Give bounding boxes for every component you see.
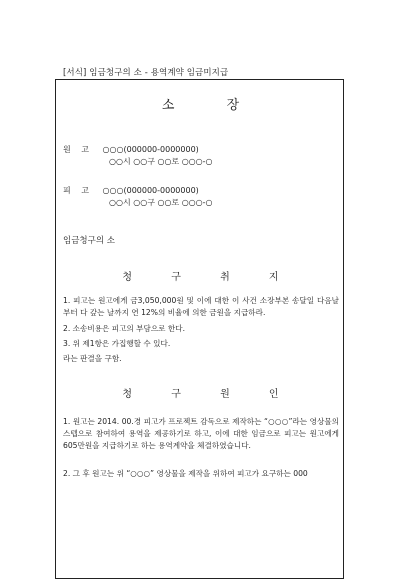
document-title: 소 장 — [161, 98, 264, 113]
plaintiff-block — [63, 144, 213, 166]
defendant-role: 피 고 — [63, 186, 93, 195]
cause-item-2: 2. 그 후 원고는 위 “○○○” 영상물을 제작을 위하여 피고가 요구하는 000 — [63, 469, 308, 478]
plaintiff-address: ○○시 ○○구 ○○로 ○○○-○ — [109, 157, 213, 166]
claim-item-1: 1. 피고는 원고에게 금3,050,000원 및 이에 대한 이 사건 소장부본 송달일 다음날부터 다 갚는 날까지 연 12%의 비율에 의한 금원을 지급하라. — [63, 296, 339, 317]
defendant-name-id: ○○○(000000-0000000) — [102, 186, 199, 195]
form-label: [서식] 임금청구의 소 - 용역계약 임금미지급 — [63, 68, 229, 78]
claim-conclusion: 라는 판결을 구함. — [63, 354, 122, 363]
cause-heading: 청 구 원 인 — [122, 389, 297, 400]
case-name: 임금청구의 소 — [63, 236, 115, 246]
claim-item-3: 3. 위 제1항은 가집행할 수 있다. — [63, 339, 171, 348]
document-frame — [55, 79, 344, 579]
claims-heading: 청 구 취 지 — [122, 272, 297, 283]
claim-item-2: 2. 소송비용은 피고의 부담으로 한다. — [63, 324, 186, 333]
cause-item-1: 1. 원고는 2014. 00.경 피고가 프로젝트 감독으로 제작하는 “○○○”라는 영상물의 스텝으로 참여하여 용역을 제공하기로 하고, 이에 대한 임금으로 피고는 원고에게 605만원을 지급하기로 하는 용역계약을 체결하였습니다. — [63, 417, 339, 450]
plaintiff-name-id: ○○○(000000-0000000) — [102, 145, 199, 154]
defendant-address: ○○시 ○○구 ○○로 ○○○-○ — [109, 198, 213, 207]
plaintiff-role: 원 고 — [63, 145, 93, 154]
defendant-block — [63, 185, 213, 207]
